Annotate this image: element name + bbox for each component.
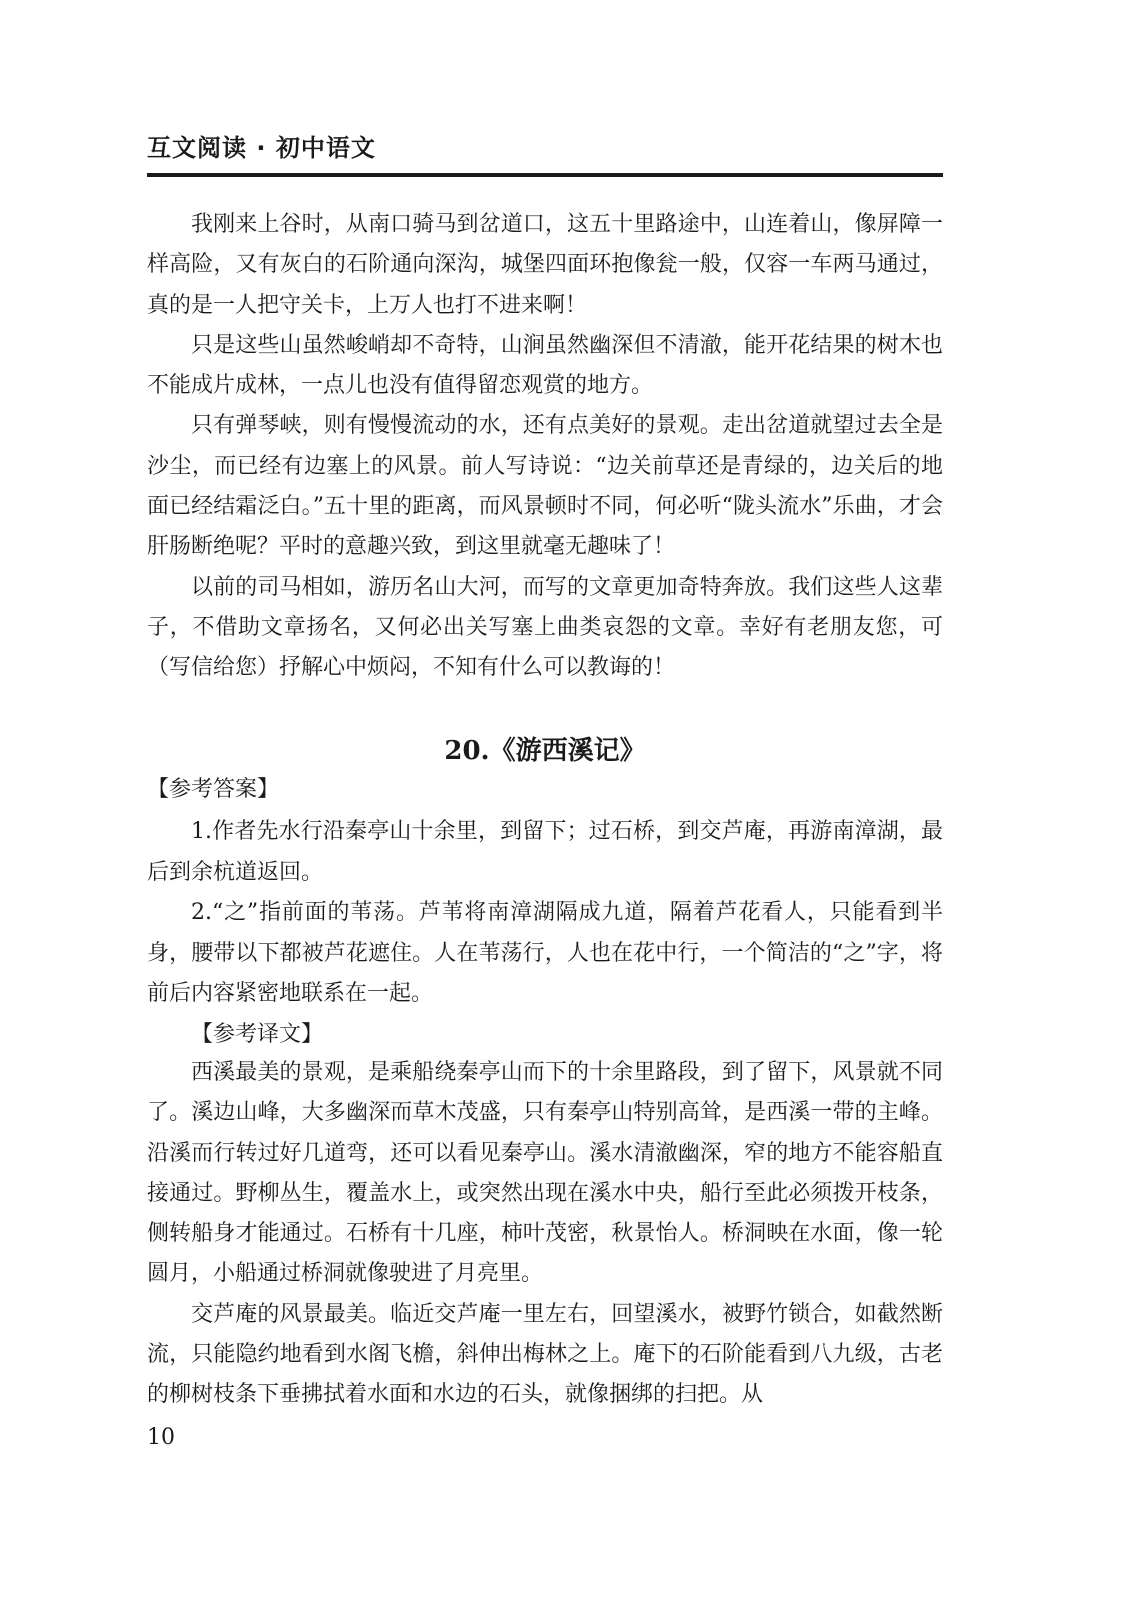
translation-block (147, 1053, 943, 1416)
answer-item: 2.“之”指前面的苇荡。芦苇将南漳湖隔成九道，隔着芦花看人，只能看到半身，腰带以下都被芦花遮住。人在苇荡行，人也在花中行，一个简洁的“之”字，将前后内容紧密地联系在一起。 (147, 900, 943, 1006)
answer-item: 1.作者先水行沿秦亭山十余里，到留下；过石桥，到交芦庵，再游南漳湖，最后到余杭道返回。 (147, 819, 943, 885)
paragraph: 我刚来上谷时，从南口骑马到岔道口，这五十里路途中，山连着山，像屏障一样高险，又有灰白的石阶通向深沟，城堡四面环抱像瓮一般，仅容一车两马通过，真的是一人把守关卡，上万人也打不进来啊！ (147, 212, 943, 318)
translation-continued (147, 205, 943, 689)
paragraph: 以前的司马相如，游历名山大河，而写的文章更加奇特奔放。我们这些人这辈子，不借助文章扬名，又何必出关写塞上曲类哀怨的文章。幸好有老朋友您，可（写信给您）抒解心中烦闷，不知有什么可以教诲的！ (147, 574, 943, 681)
page-number: 10 (147, 1425, 175, 1450)
header-rule (147, 173, 943, 177)
paragraph: 只有弹琴峡，则有慢慢流动的水，还有点美好的景观。走出岔道就望过去全是沙尘，而已经有边塞上的风景。前人写诗说：“边关前草还是青绿的，边关后的地面已经结霜泛白。”五十里的距离，而风景顿时不同，何必听“陇头流水”乐曲，才会肝肠断绝呢？平时的意趣兴致，到这里就毫无趣味了！ (147, 413, 943, 560)
section-title: 20.《游西溪记》 (444, 736, 646, 766)
paragraph: 西溪最美的景观，是乘船绕秦亭山而下的十余里路段，到了留下，风景就不同了。溪边山峰，大多幽深而草木茂盛，只有秦亭山特别高耸，是西溪一带的主峰。沿溪而行转过好几道弯，还可以看见秦亭山。溪水清澈幽深，窄的地方不能容船直接通过。野柳丛生，覆盖水上，或突然出现在溪水中央，船行至此必须拨开枝条，侧转船身才能通过。石桥有十几座，柿叶茂密，秋景怡人。桥洞映在水面，像一轮圆月，小船通过桥洞就像驶进了月亮里。 (147, 1060, 943, 1287)
translation-label: 【参考译文】 (191, 1021, 324, 1047)
paragraph: 只是这些山虽然峻峭却不奇特，山涧虽然幽深但不清澈，能开花结果的树木也不能成片成林，一点儿也没有值得留恋观赏的地方。 (147, 332, 943, 399)
answers-block (147, 812, 943, 1055)
answer-label: 【参考答案】 (147, 777, 280, 802)
paragraph: 交芦庵的风景最美。临近交芦庵一里左右，回望溪水，被野竹锁合，如截然断流，只能隐约地看到水阁飞檐，斜伸出梅林之上。庵下的石阶能看到八九级，古老的柳树枝条下垂拂拭着水面和水边的石头，就像捆绑的扫把。从 (147, 1301, 943, 1408)
running-header: 互文阅读 · 初中语文 (147, 134, 376, 162)
